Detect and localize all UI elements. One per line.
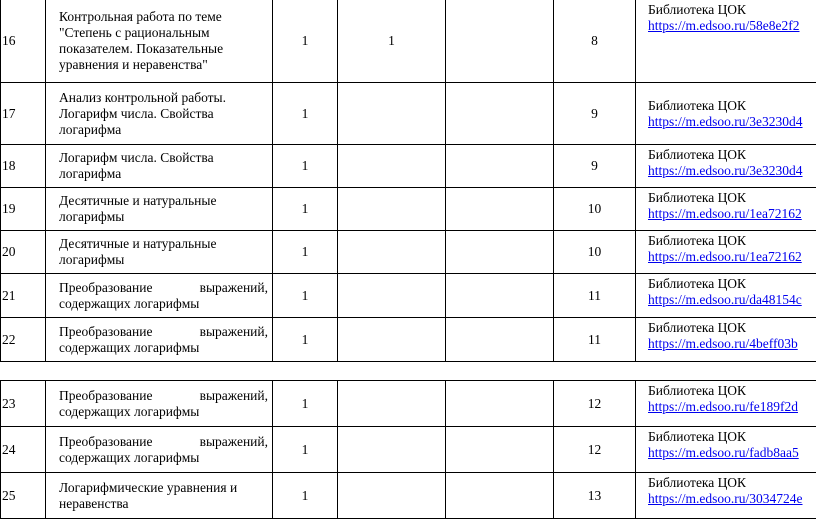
resource-link[interactable]: https://m.edsoo.ru/58e8e2f2 [648, 18, 799, 33]
resource-link[interactable]: https://m.edsoo.ru/4beff03b [648, 336, 798, 351]
study-date: 9 [554, 145, 636, 188]
resource-label: Библиотека ЦОК [648, 276, 816, 292]
resource-label: Библиотека ЦОК [648, 98, 816, 114]
hours-control [338, 427, 446, 473]
resource-link[interactable]: https://m.edsoo.ru/da48154c [648, 292, 802, 307]
table-row [1, 0, 816, 83]
lesson-number: 17 [1, 83, 46, 145]
lesson-topic [46, 381, 273, 427]
resource-label: Библиотека ЦОК [648, 475, 816, 491]
resource-link[interactable]: https://m.edsoo.ru/3e3230d4 [648, 114, 803, 129]
lesson-topic [46, 318, 273, 362]
hours-control [338, 274, 446, 318]
hours-practice [446, 473, 554, 519]
resource-cell [636, 427, 816, 473]
resource-label: Библиотека ЦОК [648, 383, 816, 399]
lesson-topic: Анализ контрольной работы. Логарифм числа. Свойства логарифма [46, 83, 273, 145]
lesson-topic-line: Преобразование выражений, [59, 434, 268, 450]
study-date: 8 [554, 0, 636, 83]
resource-link[interactable]: https://m.edsoo.ru/3034724e [648, 491, 803, 506]
hours-total: 1 [273, 274, 338, 318]
hours-total: 1 [273, 473, 338, 519]
lesson-topic [46, 427, 273, 473]
lesson-number: 19 [1, 188, 46, 231]
resource-label: Библиотека ЦОК [648, 429, 816, 445]
hours-practice [446, 145, 554, 188]
lesson-topic: Логарифм числа. Свойства логарифма [46, 145, 273, 188]
hours-total: 1 [273, 381, 338, 427]
hours-control [338, 188, 446, 231]
hours-total: 1 [273, 231, 338, 274]
lesson-topic-line: Преобразование выражений, [59, 388, 268, 404]
hours-practice [446, 231, 554, 274]
lesson-topic-line: содержащих логарифмы [59, 450, 199, 465]
resource-cell [636, 473, 816, 519]
resource-label: Библиотека ЦОК [648, 233, 816, 249]
hours-practice [446, 318, 554, 362]
lesson-number: 16 [1, 0, 46, 83]
lesson-table-part-2 [0, 380, 816, 519]
table-row [1, 427, 816, 473]
table-row [1, 231, 816, 274]
hours-practice [446, 381, 554, 427]
study-date: 9 [554, 83, 636, 145]
lesson-topic-line: содержащих логарифмы [59, 296, 199, 311]
resource-label: Библиотека ЦОК [648, 320, 816, 336]
study-date: 10 [554, 231, 636, 274]
lesson-topic-line: Преобразование выражений, [59, 324, 268, 340]
resource-cell [636, 83, 816, 145]
resource-link[interactable]: https://m.edsoo.ru/1ea72162 [648, 206, 802, 221]
lesson-topic-line: содержащих логарифмы [59, 340, 199, 355]
table-row [1, 318, 816, 362]
lesson-topic: Контрольная работа по теме "Степень с рациональным показателем. Показательные уравнения и неравенства" [46, 0, 273, 83]
resource-link[interactable]: https://m.edsoo.ru/1ea72162 [648, 249, 802, 264]
resource-cell [636, 274, 816, 318]
lesson-topic: Логарифмические уравнения и неравенства [46, 473, 273, 519]
hours-total: 1 [273, 0, 338, 83]
hours-control [338, 231, 446, 274]
hours-practice [446, 0, 554, 83]
study-date: 12 [554, 381, 636, 427]
study-date: 11 [554, 318, 636, 362]
resource-link[interactable]: https://m.edsoo.ru/fe189f2d [648, 399, 798, 414]
resource-cell [636, 318, 816, 362]
lesson-number: 21 [1, 274, 46, 318]
study-date: 10 [554, 188, 636, 231]
lesson-topic [46, 274, 273, 318]
hours-total: 1 [273, 188, 338, 231]
resource-cell [636, 145, 816, 188]
lesson-topic-line: Преобразование выражений, [59, 280, 268, 296]
resource-cell [636, 381, 816, 427]
resource-label: Библиотека ЦОК [648, 2, 816, 18]
table-row [1, 381, 816, 427]
hours-total: 1 [273, 145, 338, 188]
hours-control [338, 145, 446, 188]
lesson-number: 24 [1, 427, 46, 473]
hours-control [338, 473, 446, 519]
hours-total: 1 [273, 318, 338, 362]
hours-total: 1 [273, 83, 338, 145]
hours-total: 1 [273, 427, 338, 473]
table-row [1, 145, 816, 188]
table-row [1, 188, 816, 231]
resource-cell [636, 0, 816, 83]
lesson-number: 18 [1, 145, 46, 188]
study-date: 13 [554, 473, 636, 519]
resource-cell [636, 231, 816, 274]
table-row [1, 274, 816, 318]
hours-practice [446, 427, 554, 473]
lesson-topic: Десятичные и натуральные логарифмы [46, 231, 273, 274]
study-date: 12 [554, 427, 636, 473]
lesson-number: 22 [1, 318, 46, 362]
hours-control [338, 83, 446, 145]
resource-cell [636, 188, 816, 231]
lesson-topic-line: содержащих логарифмы [59, 404, 199, 419]
hours-control [338, 381, 446, 427]
hours-practice [446, 188, 554, 231]
study-date: 11 [554, 274, 636, 318]
lesson-number: 25 [1, 473, 46, 519]
resource-link[interactable]: https://m.edsoo.ru/3e3230d4 [648, 163, 803, 178]
lesson-number: 23 [1, 381, 46, 427]
hours-control [338, 318, 446, 362]
resource-label: Библиотека ЦОК [648, 147, 816, 163]
lesson-number: 20 [1, 231, 46, 274]
resource-link[interactable]: https://m.edsoo.ru/fadb8aa5 [648, 445, 799, 460]
table-row [1, 83, 816, 145]
hours-practice [446, 274, 554, 318]
resource-label: Библиотека ЦОК [648, 190, 816, 206]
hours-practice [446, 83, 554, 145]
lesson-topic: Десятичные и натуральные логарифмы [46, 188, 273, 231]
hours-control: 1 [338, 0, 446, 83]
table-row [1, 473, 816, 519]
